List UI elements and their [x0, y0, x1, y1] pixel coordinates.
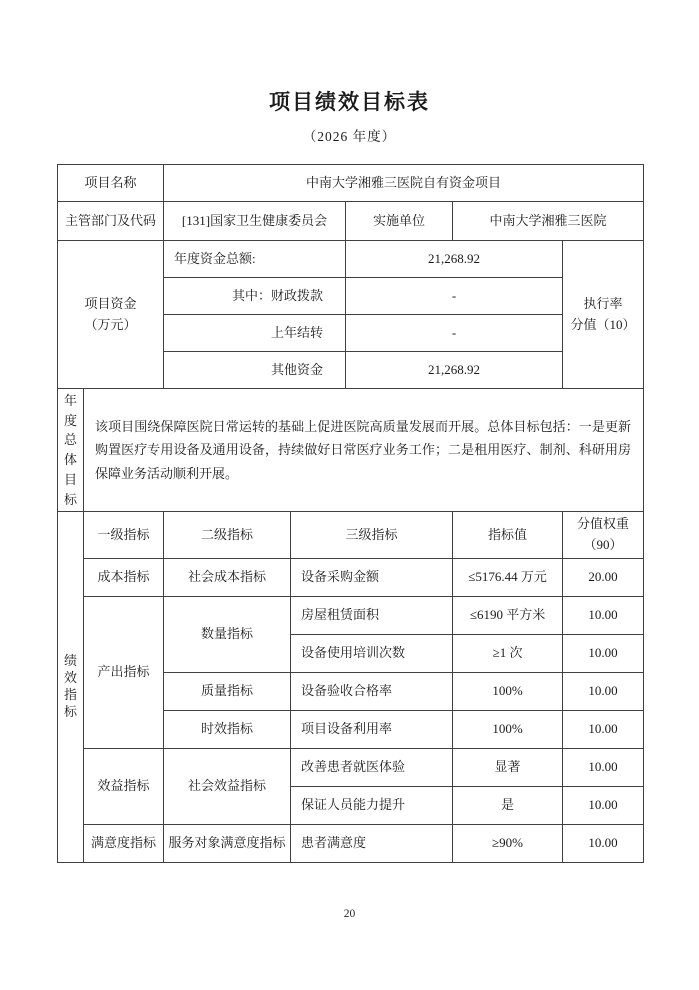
timeliness-level3: 项目设备利用率 [291, 710, 453, 748]
project-name-label: 项目名称 [58, 165, 164, 202]
house-rent-value: ≤6190 平方米 [453, 596, 563, 634]
header-weight-line1: 分值权重 [577, 516, 630, 531]
satisfaction-value: ≥90% [453, 824, 563, 862]
training-level3: 设备使用培训次数 [291, 634, 453, 672]
table-row [58, 165, 644, 202]
output-level1: 产出指标 [84, 596, 164, 748]
table-row [58, 202, 644, 241]
timeliness-level2: 时效指标 [164, 710, 291, 748]
timeliness-weight: 10.00 [563, 710, 644, 748]
table-row [58, 512, 644, 559]
timeliness-value: 100% [453, 710, 563, 748]
implement-unit-label: 实施单位 [346, 202, 453, 241]
funding-section-label [58, 241, 164, 389]
funding-total-label: 年度资金总额: [164, 241, 346, 278]
house-rent-weight: 10.00 [563, 596, 644, 634]
header-level1: 一级指标 [84, 512, 164, 559]
annual-target-text: 该项目围绕保障医院日常运转的基础上促进医院高质量发展而开展。总体目标包括：一是更新购置医疗专用设备及通用设备，持续做好日常医疗业务工作；二是租用医疗、制剂、科研用房保障业务活动顺利开展。 [84, 389, 644, 512]
cost-value: ≤5176.44 万元 [453, 558, 563, 596]
quality-value: 100% [453, 672, 563, 710]
patient-experience-weight: 10.00 [563, 748, 644, 786]
house-rent-level3: 房屋租赁面积 [291, 596, 453, 634]
satisfaction-level2: 服务对象满意度指标 [164, 824, 291, 862]
cost-level2: 社会成本指标 [164, 558, 291, 596]
table-row [58, 389, 644, 512]
cost-level3: 设备采购金额 [291, 558, 453, 596]
header-level2: 二级指标 [164, 512, 291, 559]
execution-rate-line1: 执行率 [583, 295, 623, 311]
funding-carryover-value: - [346, 315, 563, 352]
department-label: 主管部门及代码 [58, 202, 164, 241]
implement-unit-value: 中南大学湘雅三医院 [453, 202, 644, 241]
table-row [58, 558, 644, 596]
table-row [58, 748, 644, 786]
funding-total-value: 21,268.92 [346, 241, 563, 278]
quantity-level2: 数量指标 [164, 596, 291, 672]
social-benefit-level2: 社会效益指标 [164, 748, 291, 824]
funding-label-line1: 项目资金 [84, 295, 137, 311]
table-row [58, 241, 644, 278]
header-weight-line2: （90） [583, 536, 623, 552]
project-name-value: 中南大学湘雅三医院自有资金项目 [164, 165, 644, 202]
header-weight [563, 512, 644, 559]
execution-rate-line2: 分值（10） [570, 316, 636, 332]
staff-ability-level3: 保证人员能力提升 [291, 786, 453, 824]
benefit-level1: 效益指标 [84, 748, 164, 824]
funding-other-value: 21,268.92 [346, 352, 563, 389]
table-row [58, 596, 644, 634]
satisfaction-level3: 患者满意度 [291, 824, 453, 862]
cost-level1: 成本指标 [84, 558, 164, 596]
page-subtitle: （2026 年度） [302, 129, 397, 144]
performance-target-table [57, 164, 644, 863]
cost-weight: 20.00 [563, 558, 644, 596]
training-value: ≥1 次 [453, 634, 563, 672]
page-number: 20 [343, 908, 356, 920]
execution-rate-label [563, 241, 644, 389]
quality-level2: 质量指标 [164, 672, 291, 710]
funding-label-line2: （万元） [84, 316, 137, 332]
page-title: 项目绩效目标表 [269, 90, 430, 114]
staff-ability-weight: 10.00 [563, 786, 644, 824]
patient-experience-level3: 改善患者就医体验 [291, 748, 453, 786]
quality-weight: 10.00 [563, 672, 644, 710]
patient-experience-value: 显著 [453, 748, 563, 786]
training-weight: 10.00 [563, 634, 644, 672]
funding-fiscal-label: 其中：财政拨款 [164, 278, 346, 315]
funding-fiscal-value: - [346, 278, 563, 315]
header-value: 指标值 [453, 512, 563, 559]
quality-level3: 设备验收合格率 [291, 672, 453, 710]
funding-carryover-label: 上年结转 [164, 315, 346, 352]
funding-other-label: 其他资金 [164, 352, 346, 389]
satisfaction-weight: 10.00 [563, 824, 644, 862]
performance-section-label: 绩效指标 [58, 512, 84, 863]
annual-target-label: 年度总体目标 [58, 389, 84, 512]
table-row [58, 824, 644, 862]
staff-ability-value: 是 [453, 786, 563, 824]
department-value: [131]国家卫生健康委员会 [164, 202, 346, 241]
header-level3: 三级指标 [291, 512, 453, 559]
satisfaction-level1: 满意度指标 [84, 824, 164, 862]
